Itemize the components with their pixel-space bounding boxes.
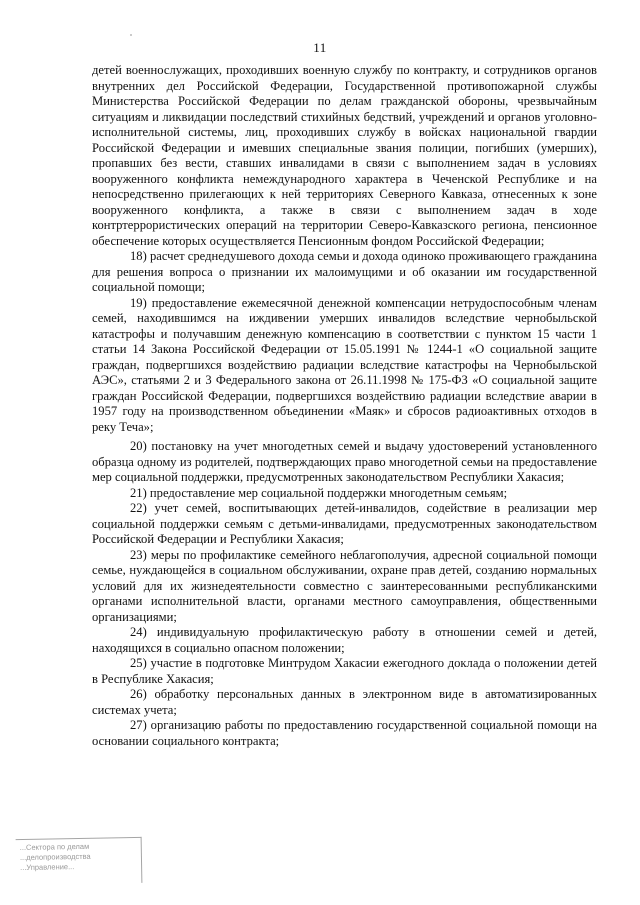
paragraph-27: 27) организацию работы по предоставлению государственной социальной помощи на основании социального контракта;: [92, 718, 597, 748]
paragraph-21: 21) предоставление мер социальной поддержки многодетным семьям;: [130, 485, 508, 500]
page-number: 11: [313, 40, 327, 55]
scan-mark: [130, 34, 132, 36]
paragraph-24: 24) индивидуальную профилактическую работу в отношении семей и детей, находящихся в социально опасном положении;: [92, 625, 597, 655]
paragraph-23: 23) меры по профилактике семейного неблагополучия, адресной социальной помощи семье, нуждающейся в социальном обслуживании, охране прав детей, созданию нормальных условий для их жизнедеятельности совместно с заинтересованными республиканскими органами исполнительной власти, органами местного самоуправления, общественными организациями;: [92, 547, 597, 624]
document-body: [92, 63, 597, 749]
paragraph-25: 25) участие в подготовке Минтрудом Хакасии ежегодного доклада о положении детей в Республике Хакасия;: [92, 656, 597, 686]
paragraph-19: 19) предоставление ежемесячной денежной компенсации нетрудоспособным членам семей, находившимся на иждивении умерших инвалидов вследствие чернобыльской катастрофы и получавшим денежную компенсацию в соответствии с пунктом 15 части 1 статьи 14 Закона Российской Федерации от 15.05.1991 № 1244-1 «О социальной защите граждан, подвергшихся воздействию радиации вследствие катастрофы на Чернобыльской АЭС», статьями 2 и 3 Федерального закона от 26.11.1998 № 175-ФЗ «О социальной защите граждан Российской Федерации, подвергшихся воздействию радиации вследствие аварии в 1957 году на производственном объединении «Маяк» и сбросов радиоактивных отходов в реку Теча»;: [92, 295, 597, 434]
paragraph-22: 22) учет семей, воспитывающих детей-инвалидов, содействие в реализации мер социальной поддержки семьям с детьми-инвалидами, предусмотренных законодательством Российской Федерации и Республики Хакасия;: [92, 501, 597, 546]
paragraph-20: 20) постановку на учет многодетных семей и выдачу удостоверений установленного образца одному из родителей, подтверждающих право многодетной семьи на предоставление мер социальной поддержки, предусмотренных законодательством Республики Хакасия;: [92, 439, 597, 484]
copy-stamp: [16, 837, 143, 885]
stamp-line: ...Сектора по делам: [19, 841, 90, 853]
stamp-line: ...Управление...: [20, 862, 75, 873]
paragraph-17-continuation: детей военнослужащих, проходивших военную службу по контракту, и сотрудников органов внутренних дел Российской Федерации, Государственной противопожарной службы Министерства Российской Федерации по делам гражданской обороны, чрезвычайным ситуациям и ликвидации последствий стихийных бедствий, учреждений и органов уголовно-исполнительной системы, лиц, проходивших службу в войсках национальной гвардии Российской Федерации и имевших специальные звания полиции, погибших (умерших), пропавших без вести, ставших инвалидами в связи с выполнением задач в условиях вооруженного конфликта немеждународного характера в Чеченской Республике и на непосредственно прилегающих к ней территориях Северного Кавказа, отнесенных к зоне вооруженного конфликта, а также в связи с выполнением задач в ходе контртеррористических операций на территории Северо-Кавказского региона, пенсионное обеспечение которых осуществляется Пенсионным фондом Российской Федерации;: [92, 63, 597, 248]
stamp-line: ...делопроизводства: [19, 851, 91, 863]
paragraph-26: 26) обработку персональных данных в электронном виде в автоматизированных системах учета;: [92, 687, 597, 717]
paragraph-18: 18) расчет среднедушевого дохода семьи и дохода одиноко проживающего гражданина для решения вопроса о признании их малоимущими и об оказании им государственной социальной помощи;: [92, 249, 597, 294]
